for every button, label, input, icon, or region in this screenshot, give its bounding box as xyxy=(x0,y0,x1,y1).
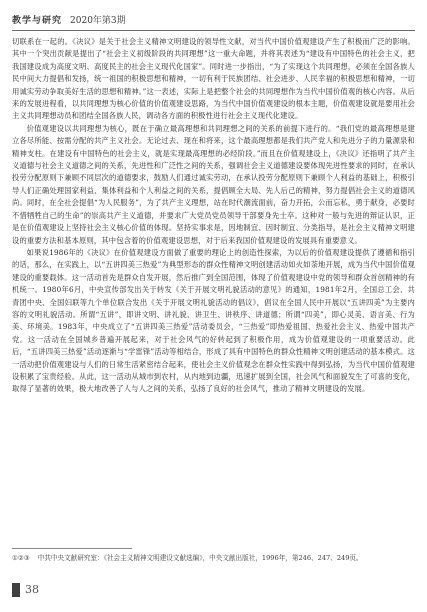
issue-label: 2020年第3期 xyxy=(70,16,126,26)
footnote-marks: ①②③ xyxy=(12,554,30,562)
footnote-rule xyxy=(12,548,132,549)
running-header xyxy=(12,14,412,28)
header-rule xyxy=(12,30,415,31)
paragraph-1: 切联系在一起的。《决议》是关于社会主义精神文明建设的领导性文献，对当代中国价值观建设产生了积极而广泛的影响。其中一个突出贡献是提出了“社会主义初级阶段的共同理想”这一重大命题，并将其表述为“建设有中国特色的社会主义，把我国建设成为高度文明、高度民主的社会主义现代化国家”。同时进一步指出，“为了实现这个共同理想，必须在全国各族人民中间大力提倡和发扬，统一祖国的积极思想和精神，一切有利于民族团结、社会进步、人民幸福的积极思想和精神，一切用诚实劳动争取美好生活的思想和精神。”这一表述，实际上是把整个社会的共同理想作为当代中国价值观的核心内容。从后来的发展进程看，以共同理想为核心价值的价值观建设思路，为当代中国价值观建设的根本主题，价值观建设就是要用社会主义共同理想动员和团结全国各族人民，调动各方面的积极性进行社会主义现代化建设。 xyxy=(12,37,415,121)
page-number-text: 38 xyxy=(25,583,39,596)
article-body xyxy=(12,36,415,396)
paragraph-3: 如果说1986年的《决议》在价值观建设方面做了重要的理论上的创造性探索，为以后的价值观建设提供了遵循和指引的话，那么，在实践上，以“五讲四美三热爱”为典型形态的群众性精神文明创建活动如火如荼地开展，成为当代中国价值观建设的重要载体。这一活动首先是群众自发开展，然后推广到全国范围，体现了价值观建设中党的领导和群众首创精神的有机统一。1980年6月，中央宣传部发出关于转发《关于开展文明礼貌活动的意见》的通知，1981年2月，全国总工会、共青团中央、全国妇联等九个单位联合发出《关于开展文明礼貌活动的倡议》，倡议在全国人民中开展以“五讲四美”为主要内容的文明礼貌活动。所谓“五讲”，即讲文明、讲礼貌、讲卫生、讲秩序、讲道德；所谓“四美”，即心灵美、语言美、行为美、环境美。1983年，中央成立了“五讲四美三热爱”活动委员会，“三热爱”即热爱祖国、热爱社会主义、热爱中国共产党。这一活动在全国城乡普遍开展起来，对于社会风气的好转起到了积极作用，成为价值观建设的一项重要活动。此后，“五讲四美三热爱”活动逐渐与“学雷锋”活动等相结合，形成了具有中国特色的群众性精神文明创建活动的基本模式。这一活动把价值观建设与人们的日常生活紧密结合起来，使社会主义价值观念在群众性实践中得到弘扬，为当代中国价值观建设积累了宝贵经验。从此，这一活动从城市到农村，从内地到边疆，迅速扩展到全国，社会风气和面貌发生了可喜的变化，取得了显著的效果，极大地改善了人与人之间的关系，弘扬了良好的社会风气，推动了精神文明建设的发展。 xyxy=(12,247,415,394)
footnote xyxy=(12,553,415,564)
footnote-text: 中共中央文献研究室：《社会主义精神文明建设文献选编》，中央文献出版社，1996年，第246、247、249页。 xyxy=(37,554,363,562)
page-number xyxy=(12,582,39,598)
page-marker-bar xyxy=(12,583,20,597)
journal-title: 教学与研究 xyxy=(12,16,63,26)
paragraph-2: 价值观建设以共同理想为核心，既在于确立最高理想和共同理想之间的关系的前提下进行的。“我们党的最高理想是建立各尽所能、按需分配的共产主义社会。无论过去、现在和将来，这个最高理想都是我们共产党人和先进分子的力量源泉和精神支柱。在建设有中国特色的社会主义，就是实现最高理想的必经阶段。”而且在价值观建设上，《决议》还指明了共产主义道德与社会主义道德之间的关系，先进性和广泛性之间的关系，强调社会主义道德建设要体现先进性要求的同时，在承认投劳分配原则下兼顾不同层次的道德要求，鼓励人们通过诚实劳动，在承认投劳分配原则下兼顾个人利益的基础上，积极引导人们正确处理国家利益、集体利益和个人利益之间的关系，提倡顾全大局、先人后己的精神，努力提倡社会主义的道德风尚。同时，在全社会提倡“为人民服务”，为了共产主义理想，站在时代潮流面前，奋力开拓，公而忘私，勇于献身，必要时不惜牺牲自己的生命”的崇高共产主义道德，并要求广大党员党员领导干部要身先士卒。这种对一般与先进的辩证认识，正是在价值观建设上坚持社会主义核心价值的体现。坚持实事求是，因地制宜、因时制宜、分类指导，是社会主义精神文明建设的重要方法和基本原则，其中包含着的价值观建设思想，对于后来我国价值观建设的发展具有重要意义。 xyxy=(12,123,415,245)
